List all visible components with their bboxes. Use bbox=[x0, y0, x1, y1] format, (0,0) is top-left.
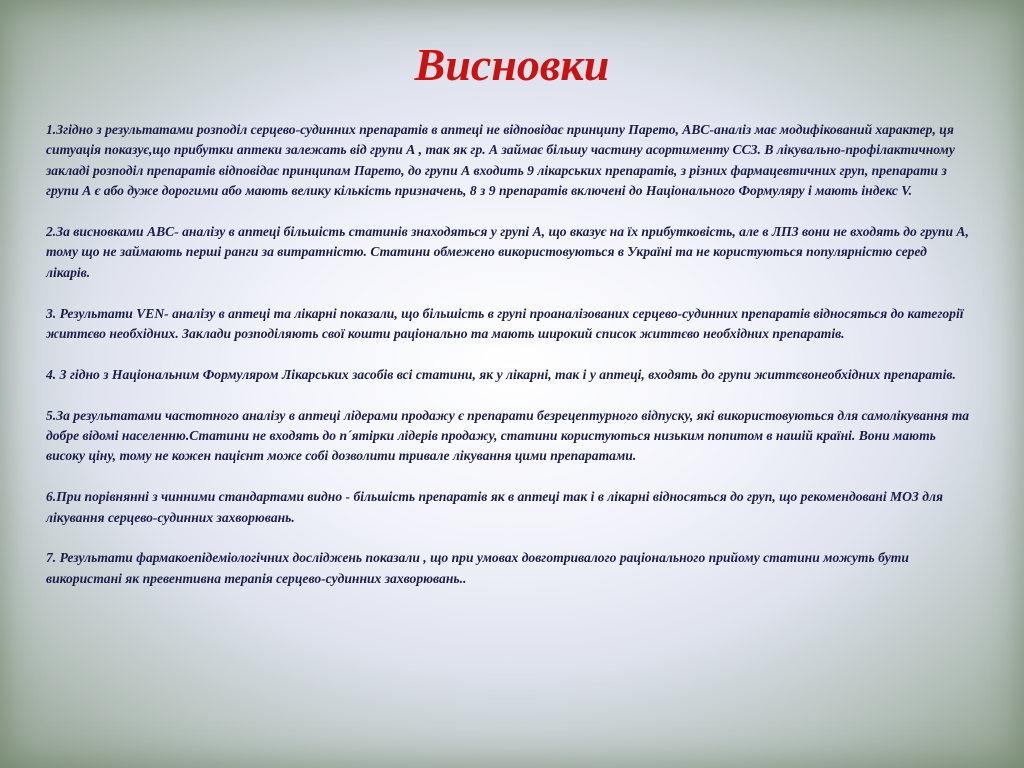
slide-title: Висновки bbox=[414, 39, 610, 90]
conclusion-paragraph-1: 1.Згідно з результатами розподіл серцево-судинних препаратів в аптеці не відповідає принципу Парето, ABC-аналіз має модифікований характер, ця ситуація показує,що прибутки аптеки залежать від групи А , так як гр. А займає більшу частину асортименту ССЗ. В лікувально-профілактичному закладі розподіл препаратів відповідає принципам Парето, до групи А входить 9 лікарських препаратів, з різних фармацевтичних груп, препарати з групи А є або дуже дорогими або мають велику кількість призначень, 8 з 9 препаратів включені до Національного Формуляру і мають індекс V. bbox=[46, 122, 955, 199]
conclusion-paragraph-3: 3. Результати VEN- аналізу в аптеці та лікарні показали, що більшість в групі проаналізованих серцево-судинних препаратів відносяться до категорії життєво необхідних. Заклади розподіляють свої кошти раціонально та мають широкий список життєво необхідних препаратів. bbox=[46, 305, 964, 342]
conclusion-paragraph-2: 2.За висновками ABC- аналізу в аптеці більшість статинів знаходяться у групі А, що вказує на їх прибутковість, але в ЛПЗ вони не входять до групи А, тому що не займають перші ранги за витратністю. Статини обмежено використовуються в Україні та не користуються популярністю серед лікарів. bbox=[46, 224, 969, 280]
conclusion-paragraph-4: 4. З гідно з Національним Формуляром Лікарських засобів всі статини, як у лікарні, так і у аптеці, входять до групи життєвонеобхідних препаратів. bbox=[46, 366, 956, 382]
conclusion-paragraph-5: 5.За результатами частотного аналізу в аптеці лідерами продажу є препарати безрецептурного відпуску, які використовуються для самолікування та добре відомі населенню.Статини не входять до п´ятірки лідерів продажу, статини користуються низьким попитом в нашій країні. Вони мають високу ціну, тому не кожен пацієнт може собі дозволити тривале лікування цими препаратами. bbox=[46, 407, 970, 464]
conclusion-paragraph-7: 7. Результати фармакоепідеміологічних досліджень показали , що при умовах довготривалого раціонального прийому статини можуть бути використані як превентивна терапія серцево-судинних захворювань.. bbox=[46, 550, 909, 586]
conclusion-paragraph-6: 6.При порівнянні з чинними стандартами видно - більшість препаратів як в аптеці так і в лікарні відносяться до груп, що рекомендовані МОЗ для лікування серцево-судинних захворювань. bbox=[46, 489, 943, 525]
conclusions-body bbox=[46, 120, 971, 610]
